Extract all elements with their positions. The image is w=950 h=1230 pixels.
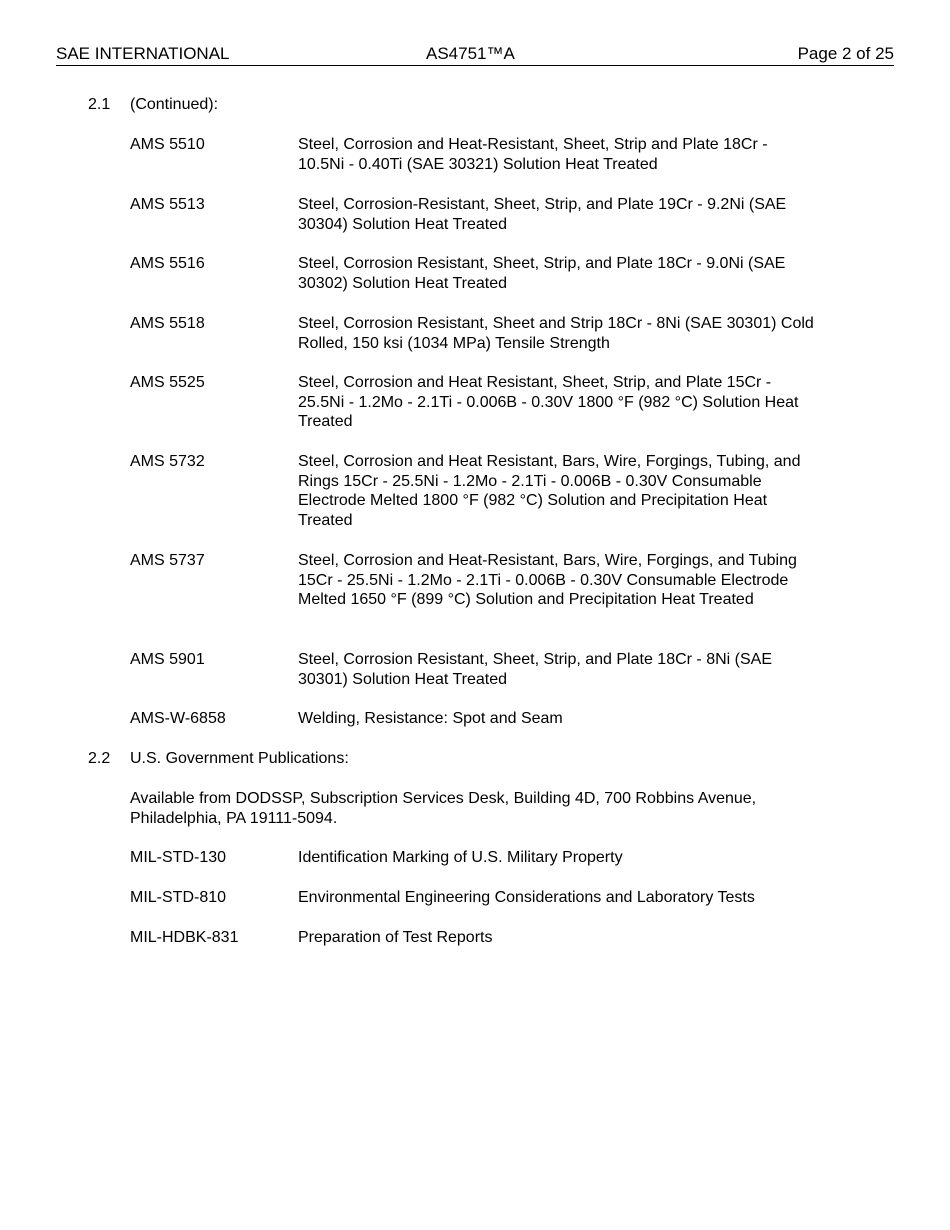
reference-item — [130, 452, 830, 531]
reference-title: Welding, Resistance: Spot and Seam — [298, 710, 563, 727]
reference-code: MIL-STD-810 — [130, 889, 227, 906]
reference-title: Steel, Corrosion and Heat Resistant, Bars, Wire, Forgings, Tubing, and Rings 15Cr - 25.5Ni - 1.2Mo - 2.1Ti - 0.006B - 0.30V Consumable Electrode Melted 1800 °F (982 °C) Solution and Precipitation Heat Treated — [298, 453, 801, 530]
reference-title: Steel, Corrosion and Heat-Resistant, Sheet, Strip and Plate 18Cr - 10.5Ni - 0.40Ti (SAE 30321) Solution Heat Treated — [298, 136, 768, 173]
reference-item — [130, 254, 830, 293]
reference-code: AMS 5516 — [130, 255, 205, 272]
reference-title: Identification Marking of U.S. Military Property — [298, 849, 623, 866]
reference-code: AMS 5518 — [130, 315, 205, 332]
header-page-number: Page 2 of 25 — [797, 44, 894, 63]
reference-item — [130, 551, 830, 610]
reference-code: AMS 5732 — [130, 453, 205, 470]
reference-code: AMS 5525 — [130, 374, 205, 391]
reference-item — [130, 928, 830, 948]
reference-title: Steel, Corrosion and Heat-Resistant, Bars, Wire, Forgings, and Tubing 15Cr - 25.5Ni - 1.2Mo - 2.1Ti - 0.006B - 0.30V Consumable Electrode Melted 1650 °F (899 °C) Solution and Precipitation Heat Treated — [298, 552, 797, 609]
section-title: U.S. Government Publications: — [130, 750, 349, 767]
reference-item — [130, 373, 830, 432]
reference-code: AMS 5737 — [130, 552, 205, 569]
reference-title: Steel, Corrosion Resistant, Sheet, Strip, and Plate 18Cr - 9.0Ni (SAE 30302) Solution Heat Treated — [298, 255, 786, 292]
reference-title: Steel, Corrosion and Heat Resistant, Sheet, Strip, and Plate 15Cr - 25.5Ni - 1.2Mo - 2.1Ti - 0.006B - 0.30V 1800 °F (982 °C) Solution Heat Treated — [298, 374, 799, 431]
reference-code: AMS 5513 — [130, 196, 205, 213]
header-doc-id: AS4751™A — [426, 44, 515, 63]
reference-code: MIL-HDBK-831 — [130, 929, 239, 946]
section-title: (Continued): — [130, 96, 219, 113]
reference-item — [130, 709, 830, 729]
section-2-1-heading — [88, 95, 218, 115]
reference-code: MIL-STD-130 — [130, 849, 227, 866]
reference-code: AMS-W-6858 — [130, 710, 226, 727]
page-header — [56, 44, 894, 66]
reference-code: AMS 5510 — [130, 136, 205, 153]
section-number: 2.1 — [88, 96, 111, 113]
reference-item — [130, 135, 830, 174]
reference-item — [130, 848, 830, 868]
reference-item — [130, 195, 830, 234]
reference-title: Steel, Corrosion-Resistant, Sheet, Strip, and Plate 19Cr - 9.2Ni (SAE 30304) Solution Heat Treated — [298, 196, 787, 233]
reference-title: Preparation of Test Reports — [298, 929, 493, 946]
reference-title: Steel, Corrosion Resistant, Sheet and Strip 18Cr - 8Ni (SAE 30301) Cold Rolled, 150 ksi (1034 MPa) Tensile Strength — [298, 315, 814, 352]
header-org: SAE INTERNATIONAL — [56, 44, 230, 63]
reference-item — [130, 650, 830, 689]
reference-title: Steel, Corrosion Resistant, Sheet, Strip, and Plate 18Cr - 8Ni (SAE 30301) Solution Heat Treated — [298, 651, 772, 688]
reference-title: Environmental Engineering Considerations and Laboratory Tests — [298, 889, 755, 906]
section-2-2-heading — [88, 749, 349, 769]
reference-code: AMS 5901 — [130, 651, 205, 668]
reference-item — [130, 314, 830, 353]
reference-item — [130, 888, 830, 908]
availability-note: Available from DODSSP, Subscription Services Desk, Building 4D, 700 Robbins Avenue, Philadelphia, PA 19111-5094. — [130, 790, 757, 827]
section-number: 2.2 — [88, 750, 111, 767]
